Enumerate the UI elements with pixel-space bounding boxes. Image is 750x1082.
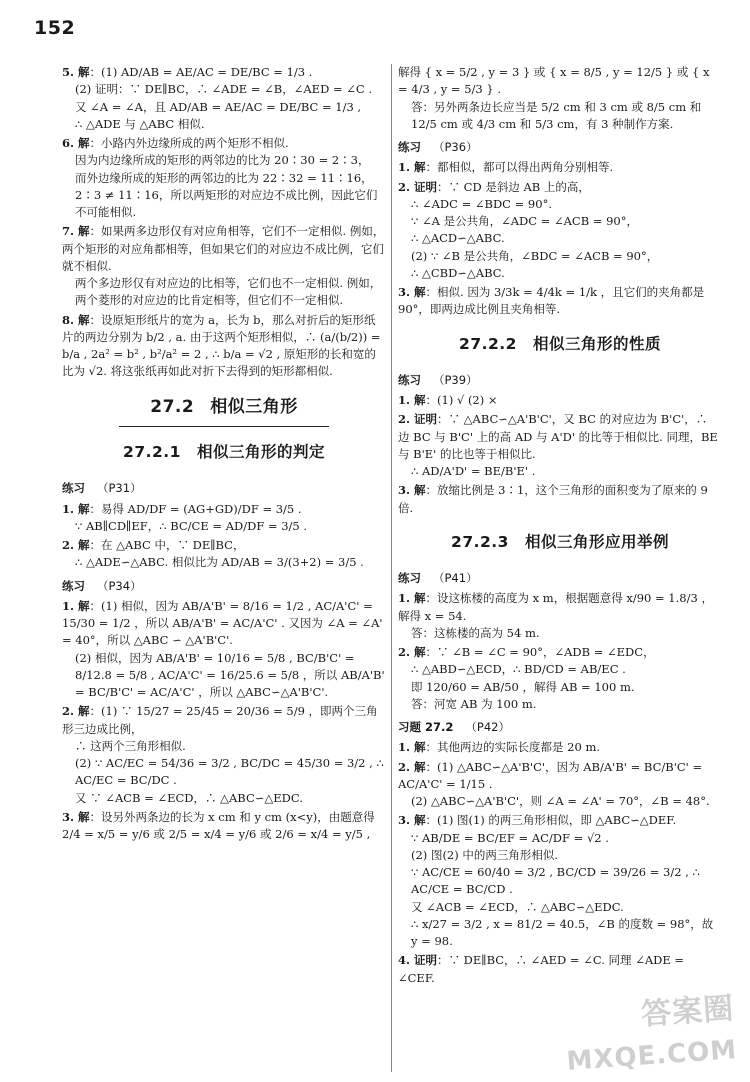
answer-line: 2. 证明：∵ △ABC∽△A'B'C'，又 BC 的对应边为 B'C'，∴ 边 BC 与 B'C' 上的高 AD 与 A'D' 的比等于相似比. 同理，BE 与 B'E' 的比也等于相似比. [398, 412, 718, 461]
item-number-label: 2. 解 [398, 645, 426, 659]
answer-item [62, 598, 386, 702]
answer-line: ∴ △ADE 与 △ABC 相似. [75, 116, 205, 131]
right-column [398, 64, 722, 1076]
item-number-label: 1. 解 [398, 160, 426, 175]
item-number-label: 1. 解 [398, 591, 426, 606]
answer-line: ∵ AB/DE = BC/EF = AC/DF = √2 . [411, 830, 609, 845]
answer-line: 2. 解：∵ ∠B = ∠C = 90°，∠ADB = ∠EDC， [398, 645, 655, 659]
item-number-label: 1. 解 [62, 598, 90, 613]
right-answers-top [398, 64, 722, 133]
practice-label: 练习 [62, 481, 85, 496]
answer-item [62, 64, 386, 133]
answer-item [398, 739, 722, 756]
section-heading: 相似三角形应用举例 [524, 532, 669, 551]
answer-line: 答：河宽 AB 为 100 m. [411, 696, 537, 711]
answer-line: ∴ △CBD∽△ABC. [411, 265, 505, 280]
answer-line: 解得 { x = 5/2 , y = 3 } 或 { x = 8/5 , y = 12/5 } 或 { x = 4/3 , y = 5/3 } . [398, 65, 710, 97]
answer-item [398, 482, 722, 517]
practice-page-ref: （P42） [465, 720, 510, 734]
answer-item [398, 812, 722, 950]
item-number-label: 7. 解 [62, 224, 90, 239]
answer-line: 8. 解：设原矩形纸片的宽为 a，长为 b，那么对折后的矩形纸片的两边分别为 b/2 , a. 由于这两个矩形相似，∴ (a/(b/2)) = b/a , 2a² = b² , b²/a² = 2 , ∴ b/a = √2 , 原矩形的长和宽的比为 √2. 将这张纸再如此对折下去得到的矩形都相似. [62, 312, 381, 379]
answer-line: 又 ∵ ∠ACB = ∠ECD，∴ △ABC∽△EDC. [75, 790, 303, 805]
answer-line: 2∶3 ≠ 11∶16，所以两矩形的对应边不成比例，因此它们不可能相似. [75, 187, 378, 219]
item-number-label: 3. 解 [398, 483, 426, 498]
practice-heading-p41 [398, 570, 722, 587]
answer-line: (2) 相似，因为 AB/A'B' = 10/16 = 5/8 , BC/B'C' = 8/12.8 = 5/8 , AC/A'C' = 16/25.6 = 5/8 ，所以 AB/A'B' = BC/B'C' = AC/A'C' ，所以 △ABC∽△A'B'C'. [75, 650, 385, 699]
answer-item [62, 537, 386, 572]
section-heading: 相似三角形的判定 [196, 443, 325, 461]
item-number-label: 6. 解 [62, 136, 90, 150]
watermark-domain: MXQE.COM [565, 1035, 739, 1077]
practice-p31-answers [62, 501, 386, 572]
answer-item [398, 64, 722, 133]
practice-label: 练习 [398, 571, 421, 585]
section-27-2-2-title [398, 333, 722, 362]
answer-line: 即 120/60 = AB/50 ，解得 AB = 100 m. [411, 679, 635, 694]
practice-label: 练习 [62, 578, 85, 593]
answer-line: ∴ x/27 = 3/2 , x = 81/2 = 40.5，∠B 的度数 = 98°，故 y = 98. [411, 916, 714, 948]
item-number-label: 1. 解 [62, 501, 90, 516]
answer-item [398, 179, 722, 283]
practice-heading-p39 [398, 372, 722, 389]
practice-heading-p31 [62, 480, 386, 497]
answer-line: 3. 解：(1) 图(1) 的两三角形相似，即 △ABC∽△DEF. [398, 813, 677, 828]
answer-line: ∴ △ACD∽△ABC. [411, 231, 505, 246]
item-number-label: 2. 解 [398, 759, 426, 774]
section-27-2-title [119, 395, 329, 428]
practice-heading-p42 [398, 719, 722, 736]
answer-item [398, 759, 722, 811]
item-number-label: 3. 解 [62, 809, 90, 824]
practice-page-ref: （P34） [97, 578, 142, 593]
answer-line: ∴ 这两个三角形相似. [75, 738, 186, 753]
section-27-2-3-title [398, 531, 722, 560]
section-number: 27.2 [150, 396, 195, 417]
item-number-label: 2. 解 [62, 538, 90, 552]
answer-item [62, 809, 386, 844]
item-number-label: 2. 证明 [398, 179, 438, 194]
page-number: 152 [34, 17, 76, 39]
answer-line: 因为内边缘所成的矩形的两邻边的比为 20∶30 = 2∶3， [75, 153, 370, 168]
item-number-label: 3. 解 [398, 285, 426, 299]
answer-line: 3. 解：放缩比例是 3∶1，这个三角形的面积变为了原来的 9 倍. [398, 483, 708, 515]
answer-line: (2) △ABC∽△A'B'C'，则 ∠A = ∠A' = 70°，∠B = 48°. [411, 794, 710, 808]
answer-line: 6. 解：小路内外边缘所成的两个矩形不相似. [62, 136, 289, 150]
practice-page-ref: （P39） [433, 372, 478, 387]
practice-heading-p36 [398, 139, 722, 156]
exercise-27-2-answers [398, 739, 722, 987]
answer-item [398, 590, 722, 642]
answer-line: 1. 解：易得 AD/DF = (AG+GD)/DF = 3/5 . [62, 501, 302, 516]
practice-p41-answers [398, 590, 722, 713]
answer-line: ∴ ∠ADC = ∠BDC = 90°. [411, 196, 552, 211]
answer-line: ∴ AD/A'D' = BE/B'E' . [411, 464, 536, 478]
practice-p39-answers [398, 392, 722, 517]
answer-line: 1. 解：(1) √ (2) × [398, 393, 498, 407]
answer-line: 2. 解：(1) △ABC∽△A'B'C'，因为 AB/A'B' = BC/B'C' = AC/A'C' = 1/15 . [398, 759, 703, 791]
answer-item [398, 392, 722, 409]
answer-line: 答：这栋楼的高为 54 m. [411, 625, 540, 640]
watermark-logo-text: 答案圈 [640, 991, 736, 1033]
answer-line: 3. 解：相似. 因为 3/3k = 4/4k = 1/k ，且它们的夹角都是 90°，即两边成比例且夹角相等. [398, 285, 705, 317]
practice-page-ref: （P36） [433, 140, 478, 154]
practice-page-ref: （P41） [433, 571, 478, 585]
answer-line: 而外边缘所成的矩形的两邻边的比为 22∶32 = 11∶16， [75, 170, 373, 185]
answer-line: 3. 解：设另外两条边的长为 x cm 和 y cm (x<y)，由题意得 2/4 = x/5 = y/6 或 2/5 = x/4 = y/6 或 2/6 = x/4 = y/5 , [62, 809, 375, 841]
item-number-label: 4. 证明 [398, 953, 438, 968]
item-number-label: 1. 解 [398, 393, 426, 407]
practice-label: 习题 27.2 [398, 720, 454, 734]
left-answers-top [62, 64, 386, 381]
left-column [62, 64, 386, 1076]
practice-label: 练习 [398, 140, 421, 154]
answer-line: 2. 解：在 △ABC 中，∵ DE∥BC， [62, 538, 245, 552]
section-heading: 相似三角形的性质 [532, 334, 661, 353]
answer-line: 1. 解：设这栋楼的高度为 x m，根据题意得 x/90 = 1.8/3 ，解得 x = 54. [398, 591, 713, 623]
answer-line: 4. 证明：∵ DE∥BC，∴ ∠AED = ∠C. 同理 ∠ADE = ∠CEF. [398, 953, 685, 985]
answer-line: ∴ △ADE∽△ABC. 相似比为 AD/AB = 3/(3+2) = 3/5 . [75, 555, 364, 570]
section-number: 27.2.1 [123, 443, 181, 461]
answer-line: 两个多边形仅有对应边的比相等，它们也不一定相似. 例如，两个菱形的对应边的比肯定相等，但它们不一定相似. [75, 276, 382, 308]
practice-p36-answers [398, 159, 722, 318]
item-number-label: 8. 解 [62, 312, 90, 327]
practice-p34-answers [62, 598, 386, 844]
site-watermark [563, 986, 739, 1082]
answer-line: ∴ △ABD∽△ECD，∴ BD/CD = AB/EC . [411, 662, 626, 677]
answer-line: (2) ∵ AC/EC = 54/36 = 3/2 , BC/DC = 45/30 = 3/2 , ∴ AC/EC = BC/DC . [75, 756, 384, 788]
section-number: 27.2.2 [459, 334, 517, 353]
answer-line: (2) ∵ ∠B 是公共角，∠BDC = ∠ACB = 90°， [411, 248, 659, 263]
practice-label: 练习 [398, 372, 421, 387]
answer-item [62, 312, 386, 381]
answer-line: 7. 解：如果两多边形仅有对应角相等，它们不一定相似. 例如，两个矩形的对应角都相等，但如果它们的对应边不成比例，它们就不相似. [62, 224, 385, 273]
answer-line: 又 ∠ACB = ∠ECD，∴ △ABC∽△EDC. [411, 899, 624, 914]
answer-item [398, 284, 722, 319]
answer-line: (2) 证明：∵ DE∥BC，∴ ∠ADE = ∠B，∠AED = ∠C . [75, 82, 372, 97]
answer-line: 5. 解：(1) AD/AB = AE/AC = DE/BC = 1/3 . [62, 65, 313, 79]
answer-line: 1. 解：(1) 相似，因为 AB/A'B' = 8/16 = 1/2 , AC/A'C' = 15/30 = 1/2 ，所以 AB/A'B' = AC/A'C' . 又因为 ∠A = ∠A' = 40°，所以 △ABC ∽ △A'B'C'. [62, 598, 383, 648]
answer-line: ∵ AB∥CD∥EF，∴ BC/CE = AD/DF = 3/5 . [75, 518, 308, 533]
answer-item [62, 223, 386, 309]
item-number-label: 1. 解 [398, 740, 426, 755]
answer-item [62, 703, 386, 807]
answer-line: 2. 证明：∵ CD 是斜边 AB 上的高， [398, 179, 590, 194]
answer-item [398, 411, 722, 480]
answer-line: 答：另外两条边长应当是 5/2 cm 和 3 cm 或 8/5 cm 和 12/5 cm 或 4/3 cm 和 5/3 cm，有 3 种制作方案. [411, 99, 702, 131]
answer-item [62, 135, 386, 221]
answer-line: ∵ ∠A 是公共角，∠ADC = ∠ACB = 90°， [411, 214, 638, 228]
item-number-label: 5. 解 [62, 65, 90, 79]
section-27-2-1-title [62, 441, 386, 470]
answer-line: 2. 解：(1) ∵ 15/27 = 25/45 = 20/36 = 5/9 ，即两个三角形三边成比例， [62, 704, 378, 736]
answer-item [398, 644, 722, 713]
answer-item [398, 159, 722, 176]
column-divider [391, 64, 392, 1072]
answer-item [398, 952, 722, 987]
answer-line: (2) 图(2) 中的两三角形相似. [411, 847, 559, 862]
section-number: 27.2.3 [451, 532, 509, 551]
section-heading: 相似三角形 [210, 396, 298, 417]
answer-item [62, 501, 386, 536]
practice-page-ref: （P31） [97, 481, 142, 496]
answer-line: 又 ∠A = ∠A，且 AD/AB = AE/AC = DE/BC = 1/3 , [75, 99, 362, 114]
item-number-label: 2. 解 [62, 704, 90, 719]
answer-line: 1. 解：其他两边的实际长度都是 20 m. [398, 740, 601, 755]
item-number-label: 2. 证明 [398, 412, 438, 427]
answer-line: 1. 解：都相似，都可以得出两角分别相等. [398, 160, 614, 175]
practice-heading-p34 [62, 578, 386, 595]
answer-line: ∵ AC/CE = 60/40 = 3/2 , BC/CD = 39/26 = 3/2 , ∴ AC/CE = BC/CD . [411, 865, 700, 897]
item-number-label: 3. 解 [398, 813, 426, 828]
